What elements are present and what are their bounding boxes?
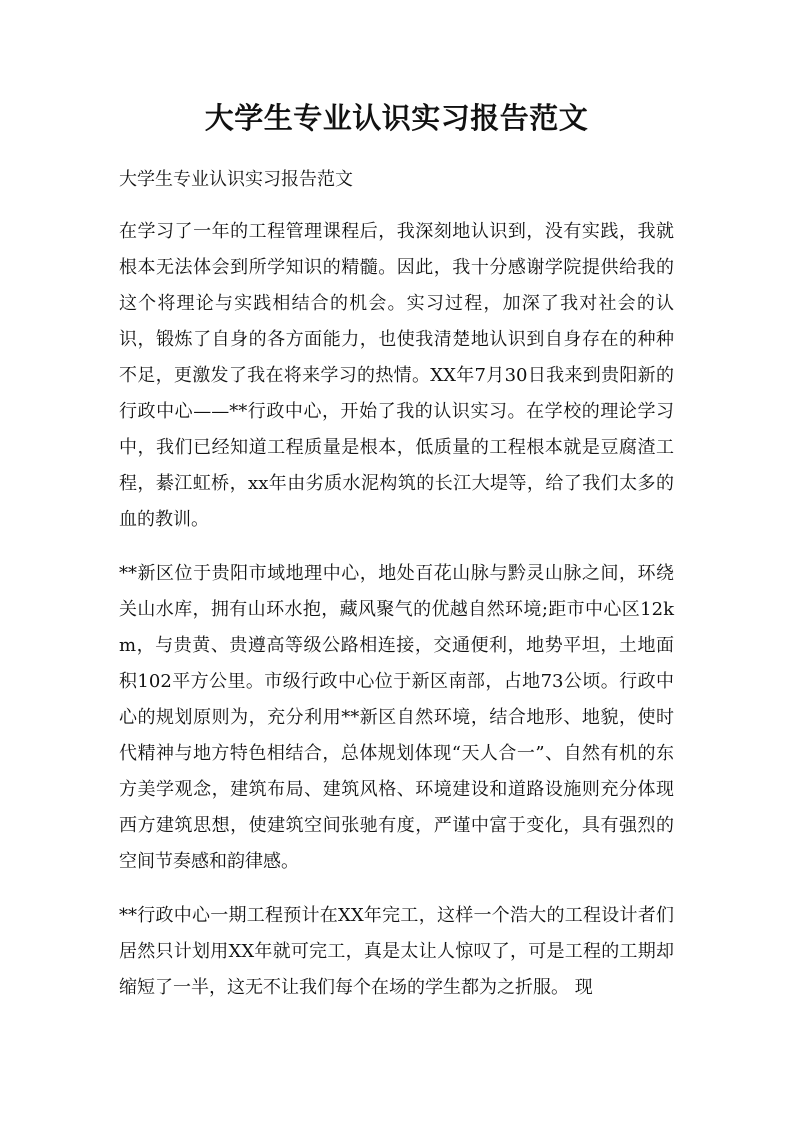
paragraph-1: 在学习了一年的工程管理课程后，我深刻地认识到，没有实践，我就根本无法体会到所学知识的精髓。因此，我十分感谢学院提供给我的这个将理论与实践相结合的机会。实习过程，加深了我对社会的认识，锻炼了自身的各方面能力，也使我清楚地认识到自身存在的种种不足，更激发了我在将来学习的热情。XX年7月30日我来到贵阳新的行政中心——**行政中心，开始了我的认识实习。在学校的理论学习中，我们已经知道工程质量是根本，低质量的工程根本就是豆腐渣工程，綦江虹桥，xx年由劣质水泥构筑的长江大堤等，给了我们太多的血的教训。 (119, 221, 674, 530)
paragraph-2: **新区位于贵阳市域地理中心，地处百花山脉与黔灵山脉之间，环绕关山水库，拥有山环水抱，藏风聚气的优越自然环境;距市中心区12km，与贵黄、贵遵高等级公路相连接，交通便利，地势平坦，土地面积102平方公里。市级行政中心位于新区南部，占地73公顷。行政中心的规划原则为，充分利用**新区自然环境，结合地形、地貌，使时代精神与地方特色相结合，总体规划体现“天人合一”、自然有机的东方美学观念，建筑布局、建筑风格、环境建设和道路设施则充分体现西方建筑思想，使建筑空间张驰有度，严谨中富于变化，具有强烈的空间节奏感和韵律感。 (119, 563, 674, 872)
paragraph-3: **行政中心一期工程预计在XX年完工，这样一个浩大的工程设计者们居然只计划用XX年就可完工，真是太让人惊叹了，可是工程的工期却缩短了一半，这无不让我们每个在场的学生都为之折服。 现 (119, 905, 674, 998)
document-title: 大学生专业认识实习报告范文 (204, 101, 589, 135)
document-subtitle: 大学生专业认识实习报告范文 (119, 169, 353, 190)
